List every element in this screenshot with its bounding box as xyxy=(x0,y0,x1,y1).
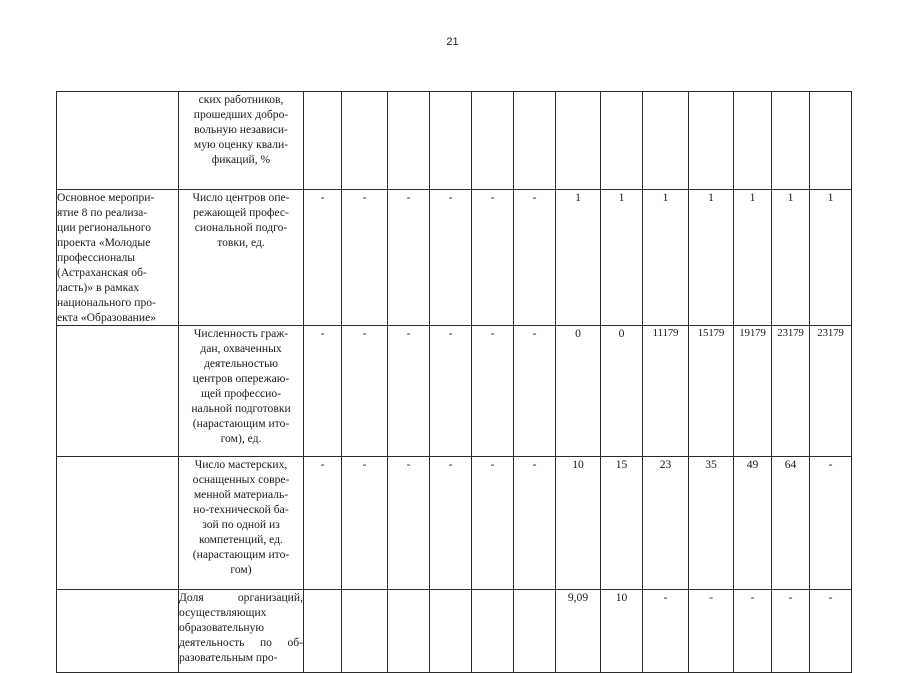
value-cell xyxy=(643,92,689,190)
value-cell xyxy=(514,92,556,190)
value-cell xyxy=(810,92,852,190)
value-cell: - xyxy=(304,190,342,326)
value-cell: - xyxy=(514,326,556,457)
indicator-name-cell xyxy=(179,326,304,457)
main-activity-cell xyxy=(57,457,179,590)
indicator-line: осуществляющих xyxy=(179,606,267,619)
indicator-line: зой по одной из xyxy=(202,518,280,531)
value-cell xyxy=(734,92,772,190)
indicators-table xyxy=(56,91,852,673)
indicator-line: товки, ед. xyxy=(217,236,265,249)
table-row xyxy=(57,190,852,326)
value-cell: - xyxy=(810,590,852,673)
indicator-line: (нарастающим ито- xyxy=(192,548,290,561)
value-cell: 19179 xyxy=(734,326,772,457)
main-activity-cell xyxy=(57,190,179,326)
indicator-line: разовательным про- xyxy=(179,651,278,664)
value-cell xyxy=(342,92,388,190)
value-cell xyxy=(556,92,601,190)
table-row xyxy=(57,326,852,457)
value-cell xyxy=(601,92,643,190)
value-cell: 9,09 xyxy=(556,590,601,673)
indicator-line: дан, охваченных xyxy=(200,342,282,355)
value-cell: - xyxy=(388,190,430,326)
indicator-line: но-технической ба- xyxy=(193,503,289,516)
main-activity-cell xyxy=(57,326,179,457)
value-cell: - xyxy=(342,190,388,326)
value-cell xyxy=(342,590,388,673)
indicator-line: режающей профес- xyxy=(193,206,289,219)
main-activity-line: национального про- xyxy=(57,296,156,309)
value-cell: - xyxy=(643,590,689,673)
indicator-line: сиональной подго- xyxy=(194,221,288,234)
indicator-line: нальной подготовки xyxy=(191,402,291,415)
main-activity-line: профессионалы xyxy=(57,251,136,264)
value-cell: - xyxy=(430,457,472,590)
value-cell: 15 xyxy=(601,457,643,590)
value-cell: 49 xyxy=(734,457,772,590)
value-cell: - xyxy=(734,590,772,673)
value-cell xyxy=(388,590,430,673)
indicator-line: фикаций, % xyxy=(211,153,271,166)
value-cell xyxy=(472,590,514,673)
main-activity-line: ятие 8 по реализа- xyxy=(57,206,148,219)
main-activity-line: екта «Образование» xyxy=(57,311,157,324)
indicator-line: деятельность по об- xyxy=(179,636,303,649)
value-cell: - xyxy=(388,457,430,590)
value-cell: 1 xyxy=(556,190,601,326)
indicator-name-cell xyxy=(179,457,304,590)
page-number: 21 xyxy=(446,36,459,48)
value-cell: - xyxy=(388,326,430,457)
value-cell: - xyxy=(810,457,852,590)
indicator-name-cell xyxy=(179,590,304,673)
value-cell: 1 xyxy=(734,190,772,326)
indicator-line: Число центров опе- xyxy=(192,191,290,204)
value-cell: - xyxy=(689,590,734,673)
table-row xyxy=(57,457,852,590)
value-cell: 10 xyxy=(556,457,601,590)
value-cell: - xyxy=(514,190,556,326)
indicator-line: Число мастерских, xyxy=(194,458,288,471)
value-cell: - xyxy=(304,457,342,590)
value-cell: - xyxy=(430,190,472,326)
value-cell: 0 xyxy=(601,326,643,457)
value-cell xyxy=(388,92,430,190)
main-activity-cell xyxy=(57,92,179,190)
value-cell: - xyxy=(472,190,514,326)
indicator-line: вольную независи- xyxy=(194,123,288,136)
value-cell: 10 xyxy=(601,590,643,673)
main-activity-line: проекта «Молодые xyxy=(57,236,151,249)
value-cell: - xyxy=(342,326,388,457)
indicator-line: (нарастающим ито- xyxy=(192,417,290,430)
value-cell xyxy=(430,92,472,190)
main-activity-cell xyxy=(57,590,179,673)
value-cell: 1 xyxy=(689,190,734,326)
indicator-line: прошедших добро- xyxy=(193,108,289,121)
indicator-line: центров опережаю- xyxy=(192,372,290,385)
indicator-line: ских работников, xyxy=(198,93,284,106)
indicator-name-cell xyxy=(179,190,304,326)
main-activity-line: Основное меропри- xyxy=(57,191,155,204)
value-cell: - xyxy=(342,457,388,590)
indicator-line: гом) xyxy=(230,563,252,576)
value-cell: 15179 xyxy=(689,326,734,457)
value-cell: 0 xyxy=(556,326,601,457)
indicator-line: компетенций, ед. xyxy=(199,533,283,546)
value-cell: 1 xyxy=(772,190,810,326)
indicator-line: мую оценку квали- xyxy=(193,138,289,151)
indicator-line: гом), ед. xyxy=(220,432,262,445)
indicator-name-cell xyxy=(179,92,304,190)
main-activity-line: (Астраханская об- xyxy=(57,266,147,279)
indicator-line: менной материаль- xyxy=(193,488,289,501)
value-cell: - xyxy=(430,326,472,457)
value-cell: 11179 xyxy=(643,326,689,457)
indicator-line: Численность граж- xyxy=(193,327,289,340)
value-cell xyxy=(430,590,472,673)
value-cell: 23 xyxy=(643,457,689,590)
value-cell: - xyxy=(514,457,556,590)
table-row xyxy=(57,590,852,673)
value-cell: 23179 xyxy=(810,326,852,457)
table-row xyxy=(57,92,852,190)
main-activity-line: ции регионального xyxy=(57,221,152,234)
value-cell: 64 xyxy=(772,457,810,590)
value-cell: 35 xyxy=(689,457,734,590)
value-cell xyxy=(472,92,514,190)
value-cell: - xyxy=(772,590,810,673)
value-cell xyxy=(689,92,734,190)
value-cell: - xyxy=(304,326,342,457)
value-cell: 1 xyxy=(810,190,852,326)
indicator-line: деятельностью xyxy=(203,357,279,370)
value-cell xyxy=(514,590,556,673)
main-activity-line: ласть)» в рамках xyxy=(57,281,140,294)
indicator-line: щей профессио- xyxy=(200,387,282,400)
value-cell: 1 xyxy=(643,190,689,326)
value-cell: - xyxy=(472,457,514,590)
indicator-line: образовательную xyxy=(179,621,265,634)
value-cell: 1 xyxy=(601,190,643,326)
value-cell: 23179 xyxy=(772,326,810,457)
value-cell xyxy=(304,92,342,190)
value-cell xyxy=(304,590,342,673)
value-cell: - xyxy=(472,326,514,457)
value-cell xyxy=(772,92,810,190)
indicator-line: оснащенных совре- xyxy=(192,473,290,486)
indicator-line: Доля организаций, xyxy=(179,591,303,604)
